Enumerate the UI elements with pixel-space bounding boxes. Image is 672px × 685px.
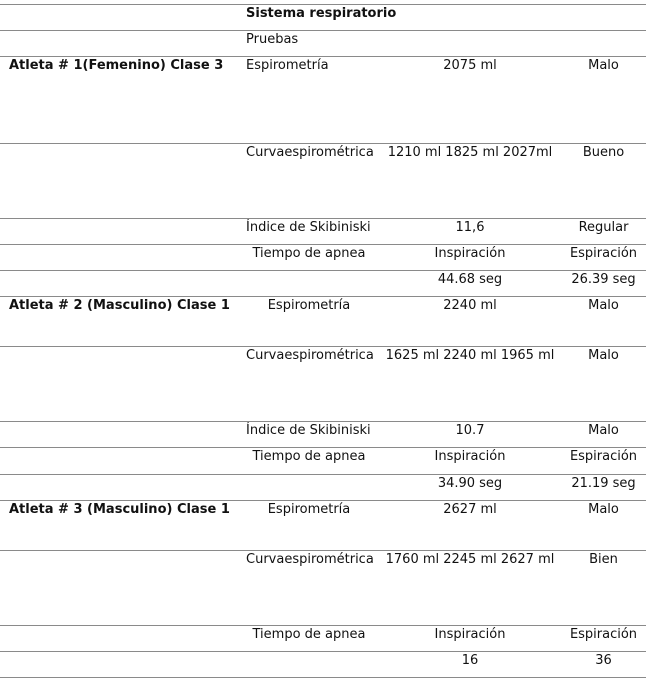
- tests-column-label: Pruebas: [246, 32, 299, 47]
- test-value: 11,6: [455, 220, 485, 235]
- test-rating: 36: [595, 653, 612, 668]
- table-rule: [0, 474, 646, 475]
- table-rule: [0, 4, 646, 5]
- table-rule: [0, 270, 646, 271]
- table-rule: [0, 30, 646, 31]
- test-value: 1625 ml 2240 ml 1965 ml: [385, 348, 555, 363]
- test-name: Curvaespirométrica: [246, 348, 374, 363]
- table-rule: [0, 447, 646, 448]
- test-name: Tiempo de apnea: [252, 627, 366, 642]
- section-title: Sistema respiratorio: [246, 6, 397, 21]
- test-value: 2627 ml: [443, 502, 497, 517]
- athlete-label: Atleta # 2 (Masculino) Clase 1: [9, 298, 230, 313]
- test-name: Espirometría: [267, 502, 351, 517]
- test-rating: Malo: [588, 348, 619, 363]
- test-value: 2075 ml: [443, 58, 497, 73]
- test-name: Curvaespirométrica: [246, 552, 374, 567]
- test-rating: Bueno: [582, 145, 625, 160]
- test-value: 16: [461, 653, 479, 668]
- test-rating: Malo: [588, 298, 619, 313]
- test-value: 10.7: [455, 423, 485, 438]
- test-rating: Bien: [589, 552, 618, 567]
- test-rating: 21.19 seg: [571, 476, 636, 491]
- table-rule: [0, 244, 646, 245]
- test-value: 1210 ml 1825 ml 2027ml: [387, 145, 553, 160]
- table-rule: [0, 296, 646, 297]
- test-name: Tiempo de apnea: [252, 449, 366, 464]
- test-value: 1760 ml 2245 ml 2627 ml: [385, 552, 555, 567]
- test-rating: Malo: [588, 423, 619, 438]
- test-value: Inspiración: [434, 627, 506, 642]
- test-rating: 26.39 seg: [571, 272, 636, 287]
- test-name: Espirometría: [246, 58, 329, 73]
- test-name: Curvaespirométrica: [246, 145, 374, 160]
- table-rule: [0, 346, 646, 347]
- table-rule: [0, 625, 646, 626]
- test-rating: Malo: [588, 502, 619, 517]
- table-rule: [0, 421, 646, 422]
- test-rating: Espiración: [569, 246, 638, 261]
- test-value: Inspiración: [434, 246, 506, 261]
- table-rule: [0, 500, 646, 501]
- test-value: 44.68 seg: [437, 272, 503, 287]
- test-name: Tiempo de apnea: [252, 246, 366, 261]
- test-name: Índice de Skibiniski: [246, 220, 371, 235]
- test-rating: Espiración: [569, 449, 638, 464]
- test-value: 2240 ml: [443, 298, 497, 313]
- athlete-label: Atleta # 1(Femenino) Clase 3: [9, 58, 224, 73]
- test-rating: Regular: [578, 220, 629, 235]
- test-value: Inspiración: [434, 449, 506, 464]
- test-name: Espirometría: [267, 298, 351, 313]
- table-rule: [0, 651, 646, 652]
- table-rule: [0, 56, 646, 57]
- table-rule: [0, 218, 646, 219]
- test-value: 34.90 seg: [437, 476, 503, 491]
- test-rating: Espiración: [569, 627, 638, 642]
- table-rule: [0, 550, 646, 551]
- test-rating: Malo: [588, 58, 619, 73]
- table-rule: [0, 677, 646, 678]
- test-name: Índice de Skibiniski: [246, 423, 371, 438]
- table-rule: [0, 143, 646, 144]
- athlete-label: Atleta # 3 (Masculino) Clase 1: [9, 502, 230, 517]
